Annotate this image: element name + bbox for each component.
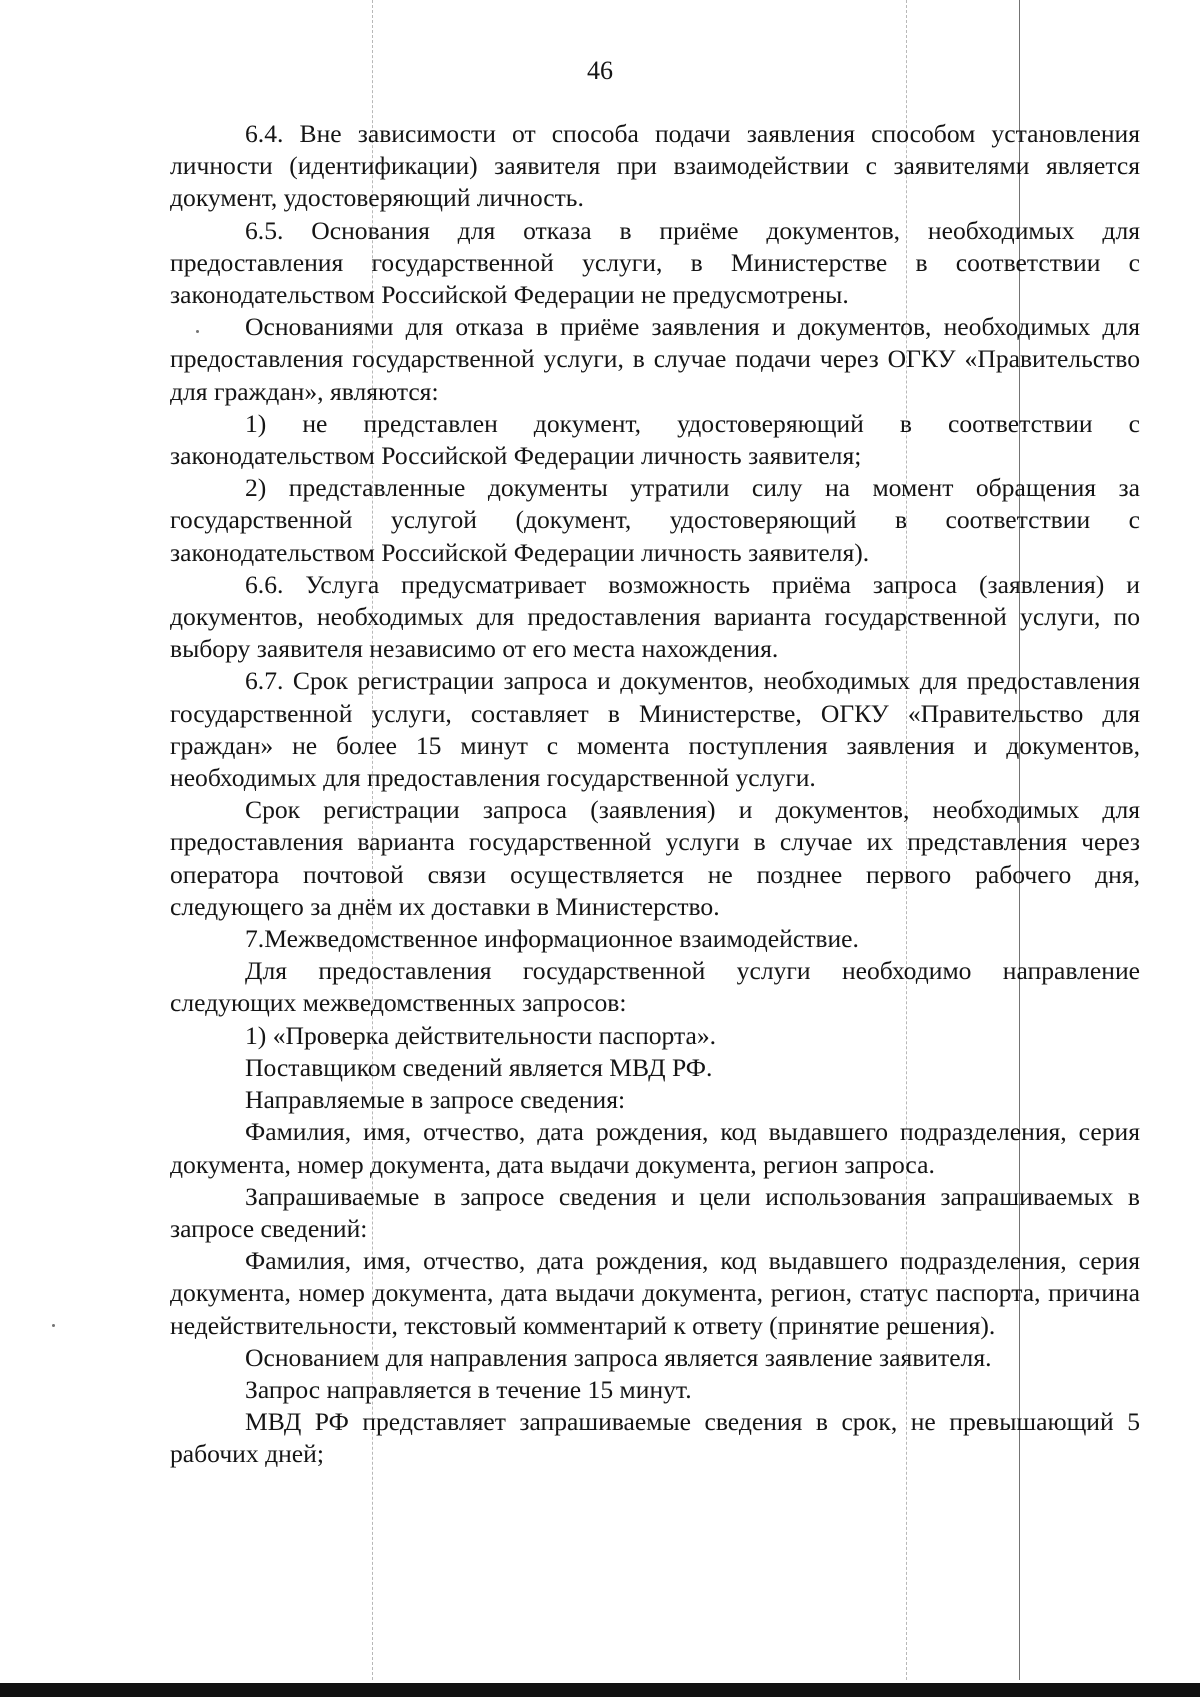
paragraph-6-6: 6.6. Услуга предусматривает возможность приёма запроса (заявления) и документов, необходимых для предоставления варианта государственной услуги, по выбору заявителя независимо от его места нахождения.: [170, 569, 1140, 664]
page-number: 46: [587, 56, 613, 85]
scan-fold-line-middle: [906, 0, 907, 1680]
paragraph-6-5: 6.5. Основания для отказа в приёме документов, необходимых для предоставления государственной услуги, в Министерстве в соответствии с законодательством Российской Федерации не предусмотрены.: [170, 215, 1140, 310]
paragraph-refusal-grounds: Основаниями для отказа в приёме заявления и документов, необходимых для предоставления государственной услуги, в случае подачи через ОГКУ «Правительство для граждан», являются:: [170, 312, 1140, 406]
paragraph-requested-info: Фамилия, имя, отчество, дата рождения, код выдавшего подразделения, серия документа, номер документа, дата выдачи документа, регион, статус паспорта, причина недействительности, текстовый комментарий к ответу (принятие решения).: [170, 1246, 1140, 1340]
paragraph-6-4: 6.4. Вне зависимости от способа подачи заявления способом установления личности (идентификации) заявителя при взаимодействии с заявителями является документ, удостоверяющий личность.: [170, 119, 1140, 213]
paragraph-response-term: МВД РФ представляет запрашиваемые сведения в срок, не превышающий 5 рабочих дней;: [170, 1407, 1140, 1469]
section-heading-7: 7.Межведомственное информационное взаимодействие.: [245, 924, 859, 954]
paragraph-interagency-requests: Для предоставления государственной услуги необходимо направление следующих межведомственных запросов:: [170, 956, 1140, 1018]
scan-bottom-edge: [0, 1683, 1200, 1697]
paragraph-requested-info-heading: Запрашиваемые в запросе сведения и цели использования запрашиваемых в запросе сведений:: [170, 1181, 1140, 1243]
scan-fold-line-right: [1019, 0, 1020, 1680]
document-body: [170, 118, 1140, 1471]
paragraph-supplier: Поставщиком сведений является МВД РФ.: [245, 1052, 713, 1082]
paragraph-sent-info-heading: Направляемые в запросе сведения:: [245, 1085, 626, 1115]
paragraph-request-basis: Основанием для направления запроса является заявление заявителя.: [245, 1342, 992, 1372]
scan-speck: [52, 1324, 55, 1327]
list-item-1: 1) не представлен документ, удостоверяющий в соответствии с законодательством Российской Федерации личность заявителя;: [170, 408, 1140, 471]
request-item-1: 1) «Проверка действительности паспорта».: [245, 1020, 717, 1050]
list-item-2: 2) представленные документы утратили силу на момент обращения за государственной услугой (документ, удостоверяющий в соответствии с законодательством Российской Федерации личность заявителя).: [170, 473, 1140, 567]
paragraph-6-7: 6.7. Срок регистрации запроса и документов, необходимых для предоставления государственной услуги, составляет в Министерстве, ОГКУ «Правительство для граждан» не более 15 минут с момента поступления заявления и документов, необходимых для предоставления государственной услуги.: [170, 666, 1140, 793]
paragraph-request-time: Запрос направляется в течение 15 минут.: [245, 1374, 692, 1404]
scan-fold-line-left: [372, 0, 373, 1680]
paragraph-sent-info: Фамилия, имя, отчество, дата рождения, код выдавшего подразделения, серия документа, номер документа, дата выдачи документа, регион запроса.: [170, 1117, 1140, 1179]
scan-speck: [196, 330, 199, 333]
paragraph-registration-term: Срок регистрации запроса (заявления) и документов, необходимых для предоставления варианта государственной услуги в случае их представления через оператора почтовой связи осуществляется не позднее первого рабочего дня, следующего за днём их доставки в Министерство.: [170, 795, 1140, 921]
